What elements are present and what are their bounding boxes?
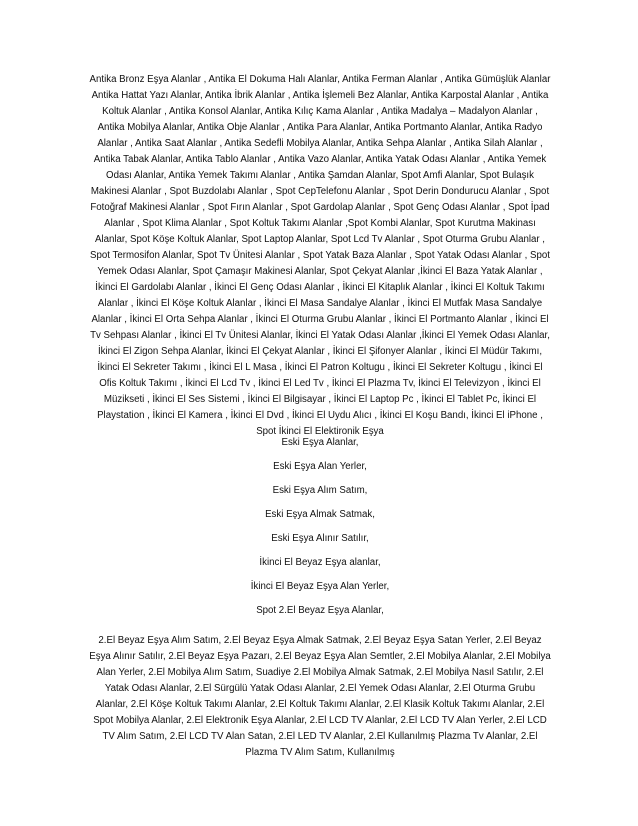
- paragraph-2el-beyaz-esya: 2.El Beyaz Eşya Alım Satım, 2.El Beyaz Eşya Almak Satmak, 2.El Beyaz Eşya Satan Yerler, 2.El Beyaz Eşya Alınır Satılır, 2.El Beyaz Eşya Pazarı, 2.El Beyaz Eşya Alan Semtler, 2.El Mobilya Alanlar, 2.El Mobilya Alan Yerler, 2.El Mobilya Alım Satım, Suadiye 2.El Mobilya Almak Satmak, 2.El Mobilya Nasıl Satılır, 2.El Yatak Odası Alanlar, 2.El Sürgülü Yatak Odası Alanlar, 2.El Yemek Odası Alanlar, 2.El Oturma Grubu Alanlar, 2.El Köşe Koltuk Takımı Alanlar, 2.El Koltuk Takımı Alanlar, 2.El Klasik Koltuk Takımı Alanlar, 2.El Spot Mobilya Alanlar, 2.El Elektronik Eşya Alanlar, 2.El LCD TV Alanlar, 2.El LCD TV Alan Yerler, 2.El LCD TV Alım Satım, 2.El LCD TV Alan Satan, 2.El LED TV Alanlar, 2.El Kullanılmış Plazma Tv Alanlar, 2.El Plazma TV Alım Satım, Kullanılmış: [89, 635, 551, 758]
- text-line: Spot 2.El Beyaz Eşya Alanlar,: [256, 605, 384, 616]
- paragraph-antika-spot-ikinci-el: Antika Bronz Eşya Alanlar , Antika El Dokuma Halı Alanlar, Antika Ferman Alanlar , Antika Gümüşlük Alanlar Antika Hattat Yazı Alanlar, Antika İbrik Alanlar , Antika İşlemeli Bez Alanlar, Antika Karpostal Alanlar , Antika Koltuk Alanlar , Antika Konsol Alanlar, Antika Kılıç Kama Alanlar , Antika Madalya – Madalyon Alanlar , Antika Mobilya Alanlar, Antika Obje Alanlar , Antika Para Alanlar, Antika Portmanto Alanlar, Antika Radyo Alanlar , Antika Saat Alanlar , Antika Sedefli Mobilya Alanlar, Antika Sehpa Alanlar , Antika Silah Alanlar , Antika Tabak Alanlar, Antika Tablo Alanlar , Antika Vazo Alanlar, Antika Yatak Odası Alanlar , Antika Yemek Odası Alanlar, Antika Yemek Takımı Alanlar , Antika Şamdan Alanlar, Spot Amfi Alanlar, Spot Bulaşık Makinesi Alanlar , Spot Buzdolabı Alanlar , Spot CepTelefonu Alanlar , Spot Derin Dondurucu Alanlar , Spot Fotoğraf Makinesi Alanlar , Spot Fırın Alanlar , Spot Gardolap Alanlar , Spot Genç Odası Alanlar , Spot İpad Alanlar , Spot Klima Alanlar , Spot Koltuk Takımı Alanlar ,Spot Kombi Alanlar, Spot Kurutma Makinası Alanlar, Spot Köşe Koltuk Alanlar, Spot Laptop Alanlar, Spot Lcd Tv Alanlar , Spot Oturma Grubu Alanlar , Spot Termosifon Alanlar, Spot Tv Ünitesi Alanlar , Spot Yatak Baza Alanlar , Spot Yatak Odası Alanlar , Spot Yemek Odası Alanlar, Spot Çamaşır Makinesi Alanlar, Spot Çekyat Alanlar ,İkinci El Baza Yatak Alanlar , İkinci El Gardolabı Alanlar , İkinci El Genç Odası Alanlar , İkinci El Kitaplık Alanlar , İkinci El Koltuk Takımı Alanlar , İkinci El Köşe Koltuk Alanlar , İkinci El Masa Sandalye Alanlar , İkinci El Mutfak Masa Sandalye Alanlar , İkinci El Orta Sehpa Alanlar , İkinci El Oturma Grubu Alanlar , İkinci El Portmanto Alanlar , İkinci El Tv Sehpası Alanlar , İkinci El Tv Ünitesi Alanlar, İkinci El Yatak Odası Alanlar ,İkinci El Yemek Odası Alanlar, İkinci El Zigon Sehpa Alanlar, İkinci El Çekyat Alanlar , İkinci El Şifonyer Alanlar , İkinci El Müdür Takımı, İkinci El Sekreter Takımı , İkinci El L Masa , İkinci El Patron Koltugu , İkinci El Sekreter Koltugu , İkinci El Ofis Koltuk Takımı , İkinci El Lcd Tv , İkinci El Led Tv , İkinci El Plazma Tv, İkinci El Televizyon , İkinci El Müzikseti , İkinci El Ses Sistemi , İkinci El Bilgisayar , İkinci El Laptop Pc , İkinci El Tablet Pc, İkinci El Playstation , İkinci El Kamera , İkinci El Dvd , İkinci El Uydu Alıcı , İkinci El Koşu Bandı, İkinci El iPhone , Spot İkinci El Elektironik Eşya: [89, 74, 551, 437]
- document-page: [88, 72, 552, 763]
- eski-esya-lines: [88, 435, 552, 627]
- text-line: Eski Eşya Alan Yerler,: [273, 461, 367, 472]
- text-line: Eski Eşya Alınır Satılır,: [271, 533, 369, 544]
- text-line: Eski Eşya Alanlar,: [281, 437, 359, 448]
- text-line: İkinci El Beyaz Eşya Alan Yerler,: [250, 581, 390, 592]
- text-line: İkinci El Beyaz Eşya alanlar,: [259, 557, 381, 568]
- text-line: Eski Eşya Alım Satım,: [272, 485, 368, 496]
- text-line: Eski Eşya Almak Satmak,: [265, 509, 375, 520]
